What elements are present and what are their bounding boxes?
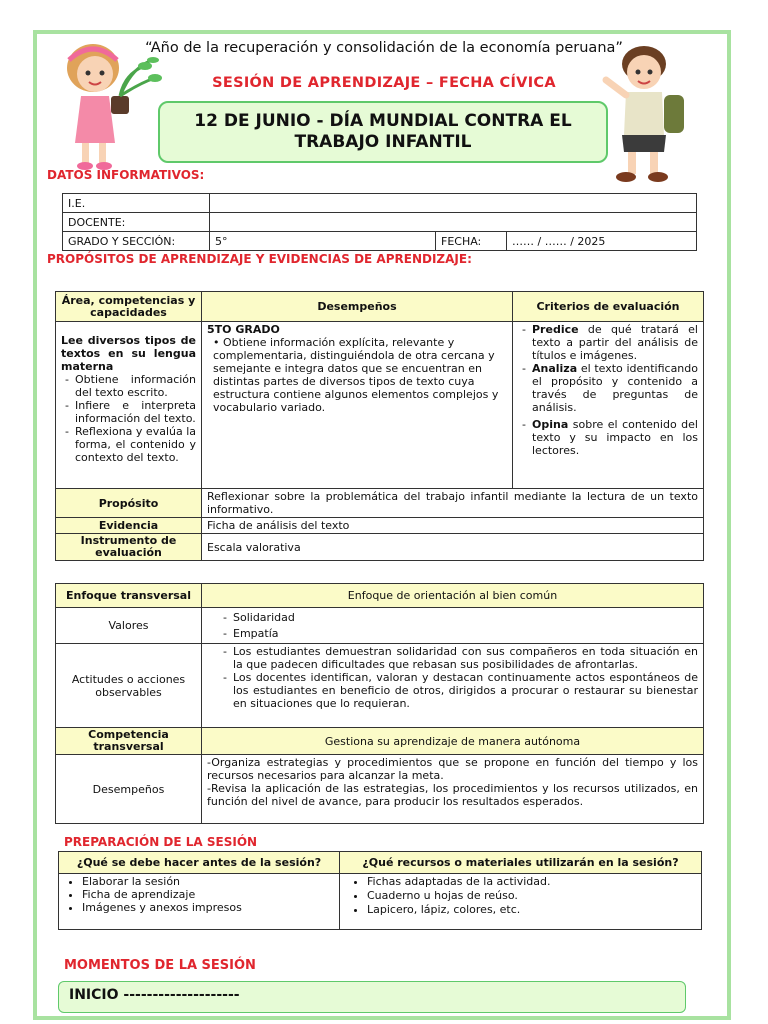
enfoque-value: Enfoque de orientación al bien común <box>202 584 704 608</box>
desempeno-line: -Revisa la aplicación de las estrategias, los procedimientos y los recursos utilizados, en función del nivel de avance, para producir los resultados esperados. <box>207 782 698 808</box>
actitud-item: - Los docentes identifican, valoran y destacan continuamente actos espontáneos de los estudiantes en beneficio de otros, dirigidos a procurar o restaurar su bienestar en situaciones que lo requieran. <box>233 671 698 710</box>
col-antes: ¿Qué se debe hacer antes de la sesión? <box>59 852 340 874</box>
enfoque-label: Enfoque transversal <box>56 584 202 608</box>
desempeno-item: • Obtiene información explícita, relevante y complementaria, distinguiéndola de otra cercana y semejante e integra datos que se encuentran en distintas partes de diversos tipos de texto cuya estructura contiene algunos elementos complejos y vocabulario variado. <box>213 336 499 414</box>
proposito-value: Reflexionar sobre la problemática del trabajo infantil mediante la lectura de un texto informativo. <box>202 489 704 518</box>
instrumento-label: Instrumento de evaluación <box>56 534 202 561</box>
inicio-box <box>58 981 686 1013</box>
momentos-label: MOMENTOS DE LA SESIÓN <box>64 958 256 973</box>
instrumento-value: Escala valorativa <box>202 534 704 561</box>
evidencia-label: Evidencia <box>56 518 202 534</box>
recurso-item: • Fichas adaptadas de la actividad. <box>367 875 696 889</box>
competencia-transversal-value: Gestiona su aprendizaje de manera autónoma <box>202 728 704 755</box>
docente-value[interactable] <box>210 213 697 232</box>
ie-label: I.E. <box>63 194 210 213</box>
capacidad-item: - Obtiene información del texto escrito. <box>75 373 196 399</box>
actitudes-list <box>207 645 698 710</box>
capacidades-list <box>61 373 196 464</box>
desempenos-label: Desempeños <box>56 755 202 824</box>
valores-cell <box>202 608 704 644</box>
antes-cell <box>59 874 340 930</box>
competencia-text: Lee diversos tipos de textos en su lengua materna <box>61 334 196 373</box>
evidencia-value: Ficha de análisis del texto <box>202 518 704 534</box>
recursos-cell <box>340 874 702 930</box>
valores-list <box>207 610 698 642</box>
year-motto: “Año de la recuperación y consolidación de la economía peruana” <box>145 40 623 56</box>
fecha-label: FECHA: <box>436 232 507 251</box>
competencia-cell <box>56 322 202 489</box>
antes-item: • Ficha de aprendizaje <box>82 888 334 901</box>
col-recursos: ¿Qué recursos o materiales utilizarán en la sesión? <box>340 852 702 874</box>
actitud-item: - Los estudiantes demuestran solidaridad con sus compañeros en toda situación en la que padecen dificultades que rebasan sus posibilidades de afrontarlas. <box>233 645 698 671</box>
enfoque-table <box>55 583 704 824</box>
valor-item: - Empatía <box>233 626 698 642</box>
valores-label: Valores <box>56 608 202 644</box>
col-area: Área, competencias y capacidades <box>56 292 202 322</box>
col-criterios: Criterios de evaluación <box>513 292 704 322</box>
grado-label: GRADO Y SECCIÓN: <box>63 232 210 251</box>
capacidad-item: - Reflexiona y evalúa la forma, el contenido y contexto del texto. <box>75 425 196 464</box>
desempeno-list <box>207 336 507 414</box>
ie-value[interactable] <box>210 194 697 213</box>
desempenos-cell <box>202 755 704 824</box>
col-desempenos: Desempeños <box>202 292 513 322</box>
recurso-item: • Lapicero, lápiz, colores, etc. <box>367 903 696 917</box>
desempeno-line: -Organiza estrategias y procedimientos que se propone en función del tiempo y los recursos necesarios para alcanzar la meta. <box>207 756 698 782</box>
datos-label: DATOS INFORMATIVOS: <box>47 168 205 182</box>
datos-table <box>62 193 697 251</box>
antes-list <box>64 875 334 914</box>
criterios-list <box>518 323 698 457</box>
inicio-heading: INICIO -------------------- <box>69 987 240 1003</box>
propositos-table <box>55 291 704 561</box>
preparacion-table <box>58 851 702 930</box>
actitudes-cell <box>202 644 704 728</box>
proposito-label: Propósito <box>56 489 202 518</box>
antes-item: • Elaborar la sesión <box>82 875 334 888</box>
competencia-transversal-label: Competencia transversal <box>56 728 202 755</box>
propositos-label: PROPÓSITOS DE APRENDIZAJE Y EVIDENCIAS DE APRENDIZAJE: <box>47 252 472 266</box>
recursos-list <box>345 875 696 917</box>
recurso-item: • Cuaderno u hojas de reúso. <box>367 889 696 903</box>
session-title-box <box>158 101 608 163</box>
criterio-item: - Analiza el texto identificando el propósito y contenido a través de preguntas de análisis. <box>532 362 698 414</box>
antes-item: • Imágenes y anexos impresos <box>82 901 334 914</box>
session-title: 12 DE JUNIO - DÍA MUNDIAL CONTRA EL TRABAJO INFANTIL <box>194 111 572 152</box>
session-type-title: SESIÓN DE APRENDIZAJE – FECHA CÍVICA <box>212 75 556 91</box>
docente-label: DOCENTE: <box>63 213 210 232</box>
grado-heading: 5TO GRADO <box>207 323 280 336</box>
grado-value[interactable]: 5° <box>210 232 436 251</box>
valor-item: - Solidaridad <box>233 610 698 626</box>
preparacion-label: PREPARACIÓN DE LA SESIÓN <box>64 835 258 849</box>
criterios-cell <box>513 322 704 489</box>
desempeno-cell <box>202 322 513 489</box>
fecha-value[interactable]: …… / …… / 2025 <box>507 232 697 251</box>
capacidad-item: - Infiere e interpreta información del texto. <box>75 399 196 425</box>
criterio-item: - Predice de qué tratará el texto a partir del análisis de títulos e imágenes. <box>532 323 698 362</box>
actitudes-label: Actitudes o acciones observables <box>56 644 202 728</box>
girl-with-plant-illustration <box>55 38 170 178</box>
criterio-item: - Opina sobre el contenido del texto y su impacto en los lectores. <box>532 418 698 457</box>
